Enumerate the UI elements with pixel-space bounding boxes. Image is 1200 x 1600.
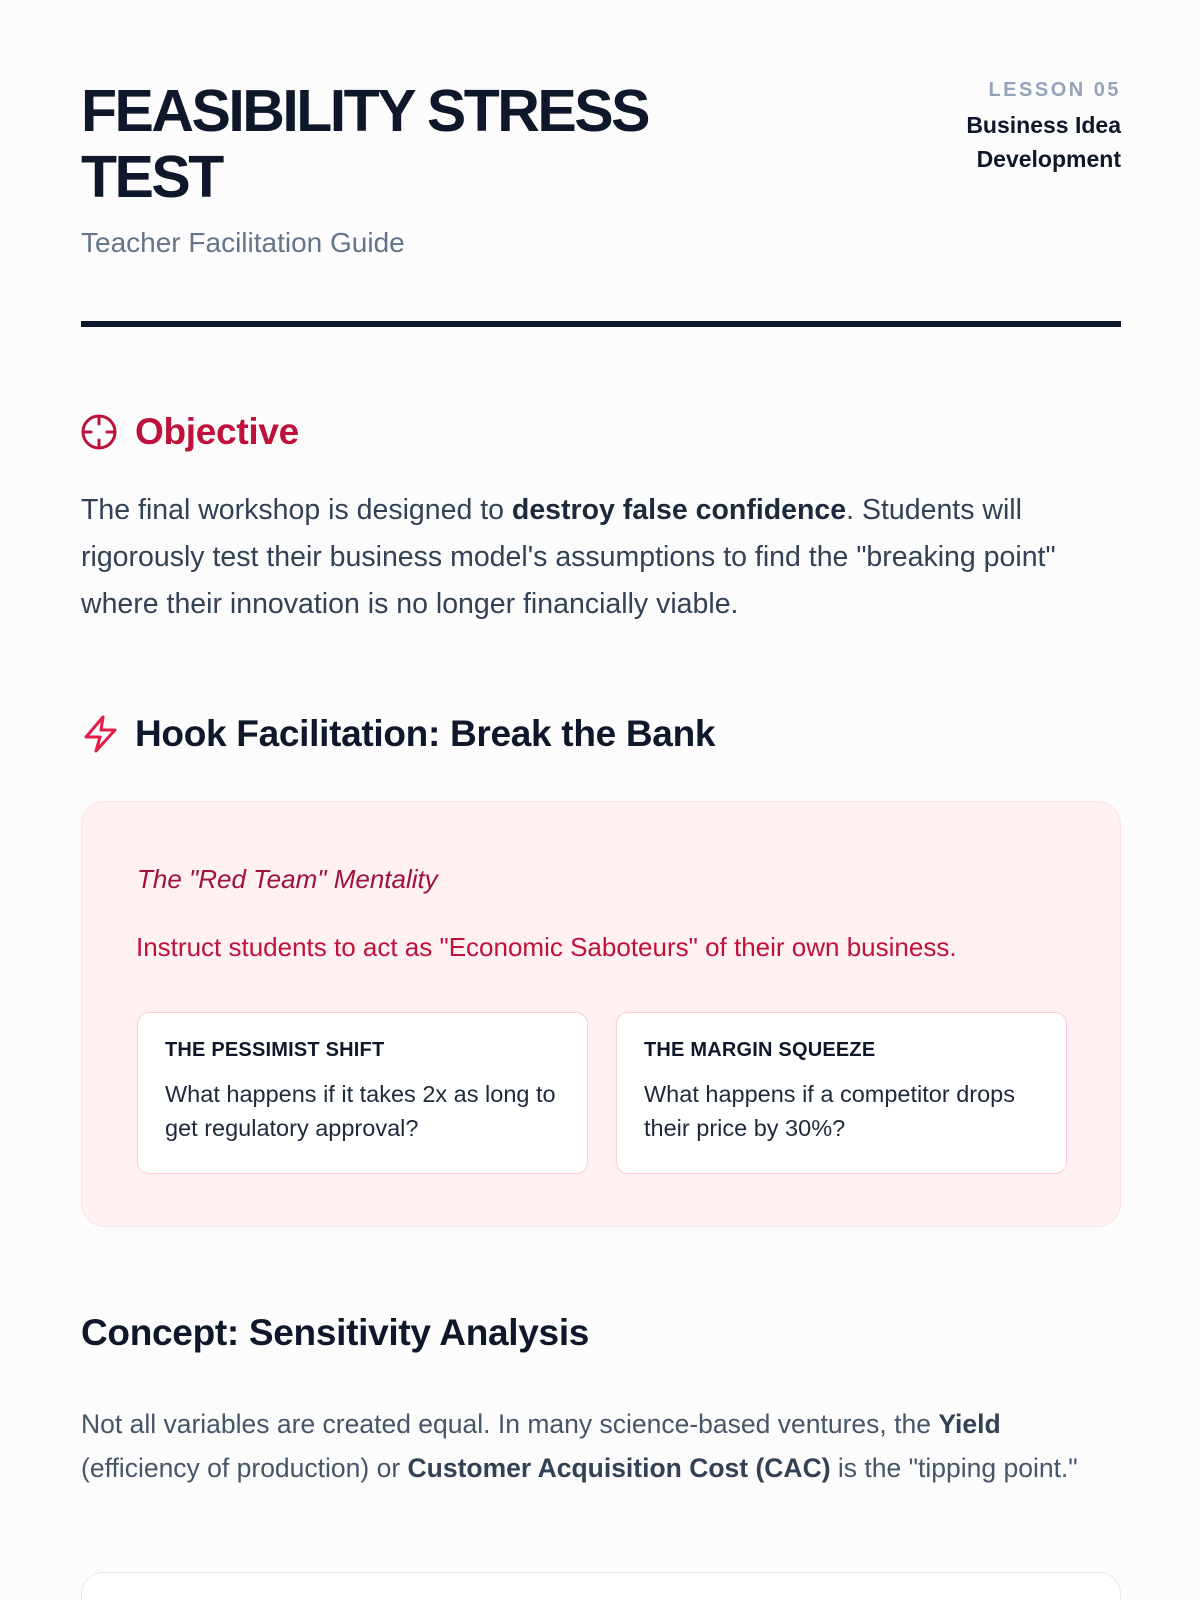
concept-text-3: is the "tipping point." xyxy=(830,1453,1078,1483)
scenario-text: What happens if a competitor drops their price by 30%? xyxy=(644,1081,1015,1141)
document-header xyxy=(81,78,1121,328)
concept-cac: Customer Acquisition Cost (CAC) xyxy=(407,1453,831,1483)
concept-text-1: Not all variables are created equal. In many science-based ventures, the xyxy=(81,1409,939,1439)
objective-text-end: . Students will rigorously test their business model's assumptions to find the "breaking point" where their innovation is no longer financially viable. xyxy=(81,494,1056,620)
hook-heading-text: Hook Facilitation: Break the Bank xyxy=(135,713,716,754)
hook-instruction: Instruct students to act as "Economic Saboteurs" of their own business. xyxy=(136,932,957,962)
document-title: FEASIBILITY STRESS TEST xyxy=(81,78,648,210)
concept-heading: Concept: Sensitivity Analysis xyxy=(81,1312,590,1353)
objective-text-emphasis: destroy false confidence xyxy=(511,494,847,526)
objective-text-start: The final workshop is designed to xyxy=(81,494,512,526)
concept-text xyxy=(81,1402,1121,1490)
concept-text-2: (efficiency of production) or xyxy=(81,1453,408,1483)
course-name: Business Idea Development xyxy=(966,112,1121,172)
header-divider xyxy=(81,321,1121,327)
document-page xyxy=(81,0,1121,1600)
next-section-card xyxy=(81,1572,1121,1600)
lesson-meta xyxy=(861,78,1121,176)
scenario-text: What happens if it takes 2x as long to get regulatory approval? xyxy=(165,1081,556,1141)
hook-card xyxy=(81,801,1121,1227)
objective-heading-text: Objective xyxy=(135,411,299,452)
lesson-number: LESSON 05 xyxy=(988,79,1121,101)
concept-yield: Yield xyxy=(938,1409,1001,1439)
objective-heading xyxy=(81,410,299,454)
hook-heading xyxy=(81,712,715,756)
scenario-card xyxy=(616,1012,1067,1174)
scenario-title: THE MARGIN SQUEEZE xyxy=(644,1039,876,1061)
document-subtitle: Teacher Facilitation Guide xyxy=(81,227,405,258)
hook-label: The "Red Team" Mentality xyxy=(137,864,438,894)
scenario-title: THE PESSIMIST SHIFT xyxy=(165,1039,385,1061)
scenario-card xyxy=(137,1012,588,1174)
crosshair-icon xyxy=(81,412,121,452)
lightning-icon xyxy=(81,714,121,754)
objective-text xyxy=(81,487,1121,628)
